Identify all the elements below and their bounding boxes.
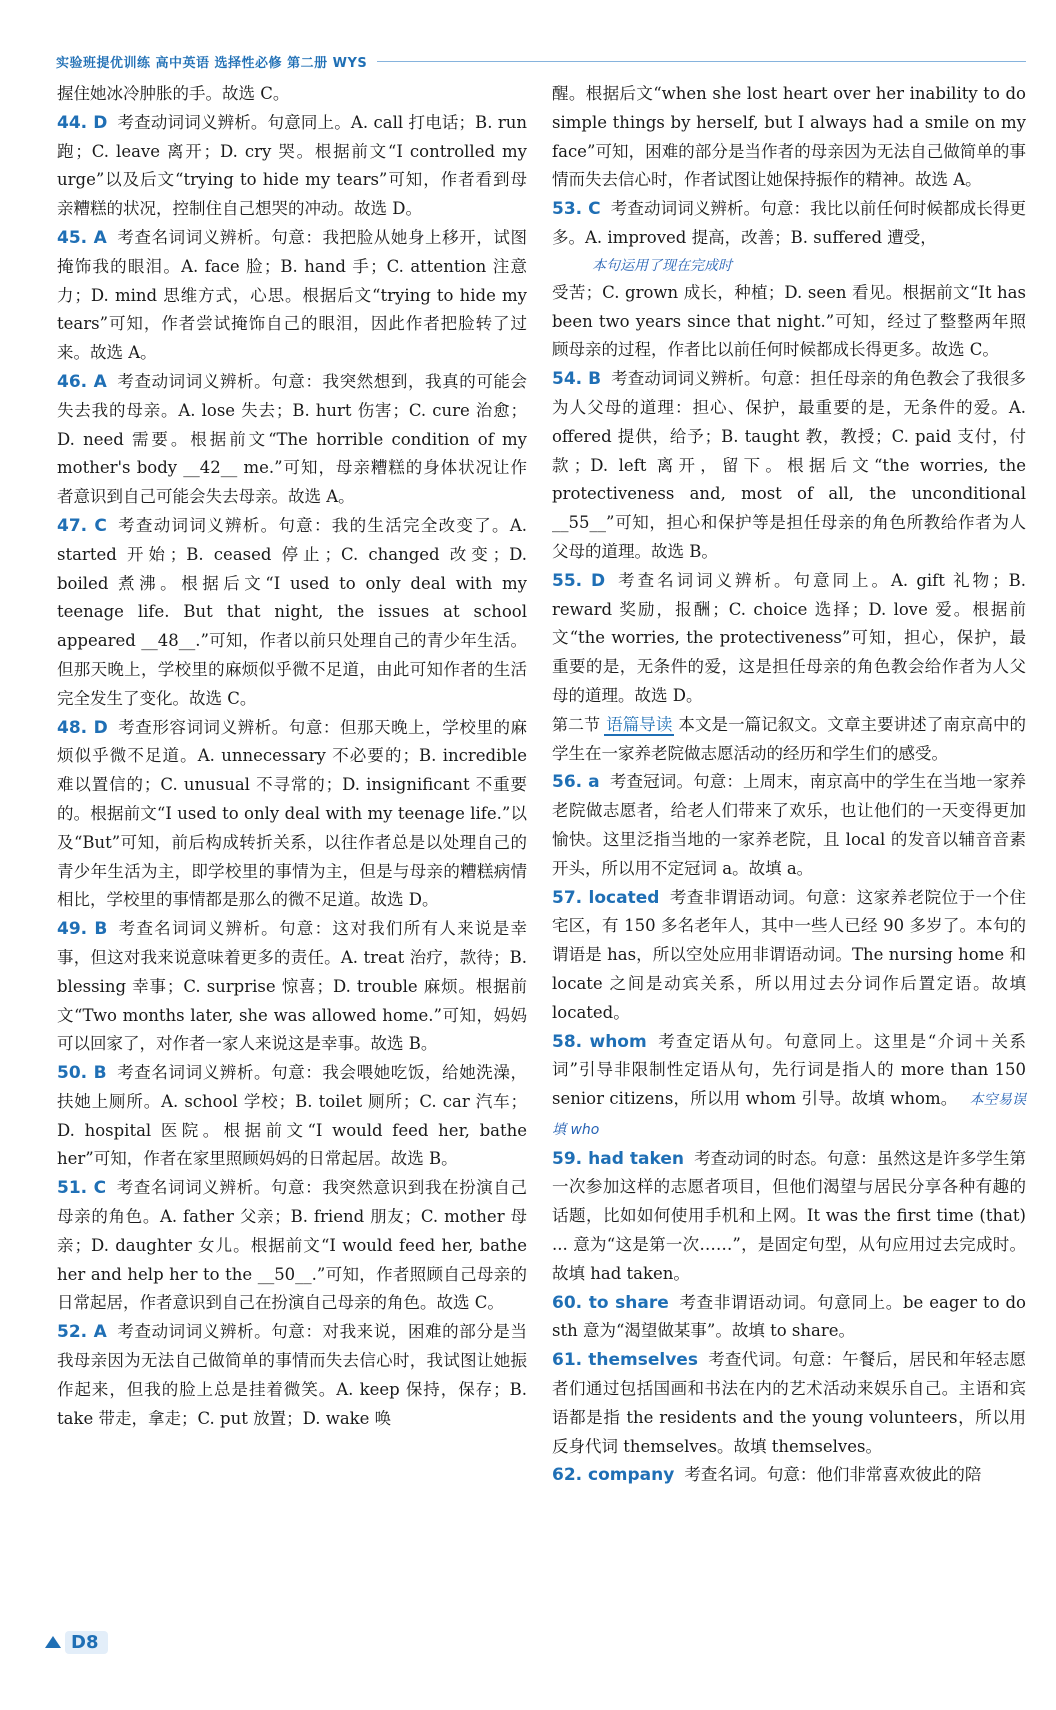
handwritten-note: 本空易误填 who — [552, 1092, 1027, 1138]
header-title: 实验班提优训练 高中英语 选择性必修 第二册 WYS — [56, 55, 368, 71]
answer-text: 考查非谓语动词。句意：这家养老院位于一个住宅区，有 150 多名老年人，其中一些人已经 90 多岁了。本句的谓语是 has，所以空处应用非谓语动词。The nursing home 和 locate 之间是动宾关系，所以用过去分词作后置定语。故填 located。 — [552, 887, 1027, 1022]
left-column — [57, 80, 527, 1433]
answer-text: 考查名词词义辨析。句意：我会喂她吃饭，给她洗澡，扶她上厕所。A. school 学校；B. toilet 厕所；C. car 汽车；D. hospital 医院。根据前文“I would feed her, bathe her”可知，作者在家里照顾妈妈的日常起居。故选 B。 — [57, 1063, 527, 1169]
answer-text: 考查动词词义辨析。句意同上。A. call 打电话；B. run 跑；C. leave 离开；D. cry 哭。根据前文“I controlled my urge”以及后文“trying to hide my tears”可知，作者看到母亲糟糕的状况，控制住自己想哭的冲动。故选 D。 — [57, 112, 527, 219]
right-column — [552, 80, 1026, 1490]
page-number: D8 — [65, 1631, 108, 1654]
answer-item — [552, 1289, 1026, 1347]
handwritten-note: 本句运用了现在完成时 — [592, 257, 732, 274]
answer-text: 考查动词词义辨析。句意：我比以前任何时候都成长得更多。A. improved 提高，改善；B. suffered 遭受， — [552, 199, 1026, 247]
page-header — [56, 50, 1026, 72]
answer-text: 考查代词。句意：午餐后，居民和年轻志愿者们通过包括国画和书法在内的艺术活动来娱乐自己。主语和宾语都是指 the residents and the young volunteers，所以用反身代词 themselves。故填 themselves。 — [552, 1350, 1026, 1456]
answer-item — [552, 711, 1026, 769]
answer-item — [57, 1174, 527, 1318]
answer-item — [552, 365, 1026, 567]
question-number: 48. D — [57, 717, 108, 738]
question-number: 60. to share — [552, 1292, 669, 1313]
answer-text: 考查动词词义辨析。句意：我的生活完全改变了。A. started 开始；B. ceased 停止；C. changed 改变；D. boiled 煮沸。根据后文“I used to only deal with my teenage life. But that night, the issues at school appeared __48__.”可知，作者以前只处理自己的青少年生活。但那天晚上，学校里的麻烦似乎微不足道，由此可知作者的生活完全发生了变化。故选 C。 — [57, 515, 527, 708]
question-number: 45. A — [57, 227, 107, 248]
answer-text: 考查名词词义辨析。句意：我把脸从她身上移开，试图掩饰我的眼泪。A. face 脸；B. hand 手；C. attention 注意力；D. mind 思维方式，心思。根据后文“trying to hide my tears”可知，作者尝试掩饰自己的眼泪，因此作者把脸转了过来。故选 A。 — [57, 227, 528, 363]
answer-item — [57, 1059, 527, 1174]
answer-text: 考查名词词义辨析。句意：我突然意识到我在扮演自己母亲的角色。A. father 父亲；B. friend 朋友；C. mother 母亲；D. daughter 女儿。根据前文“I would feed her, bathe her and help her to the __50__.”可知，作者照顾自己母亲的日常起居，作者意识到自己在扮演自己母亲的角色。故选 C。 — [57, 1178, 528, 1313]
answer-text: 考查名词词义辨析。句意：这对我们所有人来说是幸事，但这对我来说意味着更多的责任。A. treat 治疗，款待；B. blessing 幸事；C. surprise 惊喜；D. trouble 麻烦。根据前文“Two months later, she was allowed home.”可知，妈妈可以回家了，对作者一家人来说这是幸事。故选 B。 — [57, 919, 527, 1054]
answer-item — [57, 109, 527, 224]
answer-item — [57, 368, 527, 512]
answer-item — [57, 915, 527, 1059]
answer-text: 考查定语从句。句意同上。这里是“介词＋关系词”引导非限制性定语从句，先行词是指人的 more than 150 senior citizens，所以用 whom 引导。故填 whom。 — [552, 1031, 1027, 1109]
question-number: 62. company — [552, 1465, 675, 1486]
question-number: 51. C — [57, 1178, 107, 1199]
answer-text: 考查动词的时态。句意：虽然这是许多学生第一次参加这样的志愿者项目，但他们渴望与居民分享各种有趣的话题，比如如何使用手机和上网。It was the first time (that) ... 意为“这是第一次……”，是固定句型，从句应用过去完成时。故填 had taken。 — [552, 1148, 1027, 1283]
question-number: 59. had taken — [552, 1148, 684, 1169]
question-number: 50. B — [57, 1063, 107, 1084]
answer-text: 考查非谓语动词。句意同上。be eager to do sth 意为“渴望做某事”。故填 to share。 — [552, 1292, 1026, 1341]
question-number: 54. B — [552, 369, 602, 390]
answer-item — [552, 884, 1026, 1028]
question-number: 53. C — [552, 199, 601, 220]
answer-text: 考查名词词义辨析。句意同上。A. gift 礼物；B. reward 奖励，报酬；C. choice 选择；D. love 爱。根据前文“the worries, the protectiveness”可知，担心，保护，最重要的是，无条件的爱，这是担任母亲的角色教会给作者为人父母的道理。故选 D。 — [552, 570, 1026, 705]
answer-text: 考查动词词义辨析。句意：对我来说，困难的部分是当我母亲因为无法自己做简单的事情而失去信心时，我试图让她振作起来，但我的脸上总是挂着微笑。A. keep 保持，保存；B. take 带走，拿走；C. put 放置；D. wake 唤 — [57, 1322, 528, 1428]
answer-text: 考查冠词。句意：上周末，南京高中的学生在当地一家养老院做志愿者，给老人们带来了欢乐，也让他们的一天变得更加愉快。这里泛指当地的一家养老院，且 local 的发音以辅音音素开头，所以用不定冠词 a。故填 a。 — [552, 772, 1027, 878]
answer-text-continued: 受苦；C. grown 成长，种植；D. seen 看见。根据前文“It has been two years since that night.”可知，经过了整整两年照顾母亲的过程，作者比以前任何时候都成长得更多。故选 C。 — [552, 282, 1026, 360]
up-arrow-icon — [45, 1636, 61, 1648]
question-number: 61. themselves — [552, 1350, 698, 1371]
answer-text: 考查动词词义辨析。句意：担任母亲的角色教会了我很多为人父母的道理：担心、保护，最重要的是，无条件的爱。A. offered 提供，给予；B. taught 教，教授；C. paid 支付，付款；D. left 离开，留下。根据后文“the worries, the protectiveness and, most of all, the unconditional __55__”可知，担心和保护等是担任母亲的角色所教给作者为人父母的道理。故选 B。 — [552, 369, 1026, 561]
question-number: 57. located — [552, 887, 660, 908]
answer-text: 醒。根据后文“when she lost heart over her inability to do simple things by herself, but I always had a smile on my face”可知，困难的部分是当作者的母亲因为无法自己做简单的事情而失去信心时，作者试图让她保持振作的精神。故选 A。 — [552, 84, 1026, 190]
question-number: 47. C — [57, 515, 107, 536]
page-footer — [45, 1627, 108, 1657]
section-tag: 语篇导读 — [606, 714, 673, 734]
question-number: 56. a — [552, 772, 600, 793]
question-number: 46. A — [57, 371, 107, 392]
answer-item — [57, 224, 527, 368]
answer-item — [552, 195, 1026, 365]
answer-item — [552, 1145, 1026, 1289]
answer-item — [57, 714, 527, 916]
answer-item — [57, 1318, 527, 1433]
section-label: 第二节 — [552, 714, 601, 734]
answer-item — [552, 1461, 1026, 1490]
answer-text: 考查动词词义辨析。句意：我突然想到，我真的可能会失去我的母亲。A. lose 失去；B. hurt 伤害；C. cure 治愈；D. need 需要。根据前文“The horrible condition of my mother's body __42__ me.”可知，母亲糟糕的身体状况让作者意识到自己可能会失去母亲。故选 A。 — [57, 371, 528, 507]
question-number: 44. D — [57, 112, 108, 133]
answer-text: 握住她冰冷肿胀的手。故选 C。 — [57, 84, 290, 103]
header-divider — [377, 61, 1026, 62]
question-number: 49. B — [57, 919, 108, 940]
answer-item — [57, 512, 527, 714]
question-number: 58. whom — [552, 1031, 647, 1052]
answer-item — [552, 1346, 1026, 1461]
answer-item — [552, 768, 1026, 883]
question-number: 55. D — [552, 570, 606, 591]
answer-item — [552, 1028, 1026, 1145]
question-number: 52. A — [57, 1322, 107, 1343]
answer-text: 考查名词。句意：他们非常喜欢彼此的陪 — [684, 1465, 982, 1485]
answer-item — [57, 80, 527, 109]
answer-text: 本文是一篇记叙文。文章主要讲述了南京高中的学生在一家养老院做志愿活动的经历和学生们的感受。 — [552, 714, 1027, 763]
answer-item — [552, 567, 1026, 711]
answer-item — [552, 80, 1026, 195]
answer-text: 考查形容词词义辨析。句意：但那天晚上，学校里的麻烦似乎微不足道。A. unnecessary 不必要的；B. incredible 难以置信的；C. unusual 不寻常的；D. insignificant 不重要的。根据前文“I used to only deal with my teenage life.”以及“But”可知，前后构成转折关系，以往作者总是以处理自己的青少年生活为主，即学校里的事情为主，但是与母亲的糟糕病情相比，学校里的事情都是那么的微不足道。故选 D。 — [57, 717, 527, 910]
